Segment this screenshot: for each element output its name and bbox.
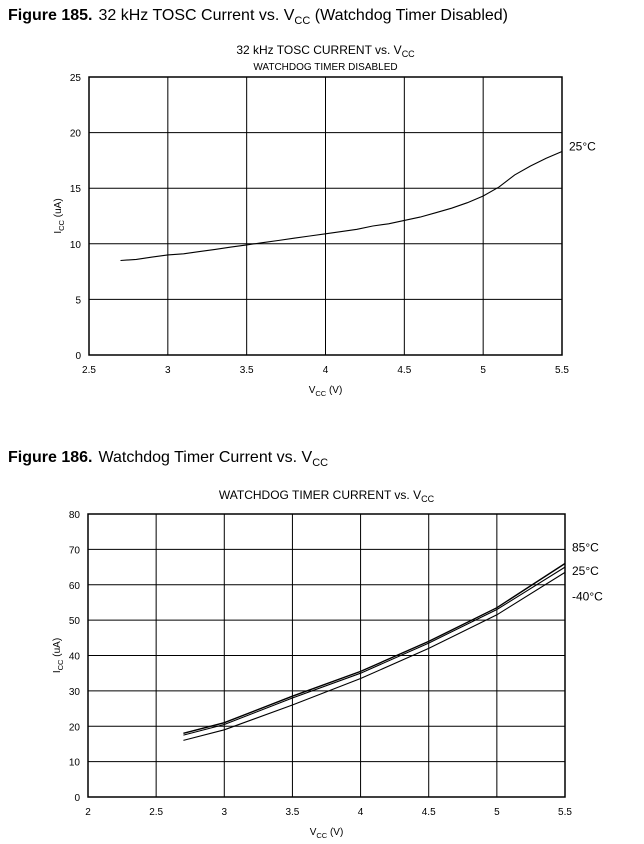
chart-2-xtick-label: 4.5 xyxy=(421,807,436,818)
chart-1-ytick-label: 10 xyxy=(69,239,81,251)
chart-2-xtick-label: 5 xyxy=(494,807,500,818)
chart-1-xtick-label: 3 xyxy=(165,365,171,376)
figure-186-caption-main: Watchdog Timer Current vs. V xyxy=(98,449,313,466)
chart-1-xtick-label: 4 xyxy=(322,365,329,376)
series-label--40C: -40°C xyxy=(572,589,603,604)
series-line-25C xyxy=(183,567,565,735)
chart-2-ytick-label: 0 xyxy=(74,793,80,804)
chart-1-xtick-label: 4.5 xyxy=(397,365,412,376)
series-label-85C: 85°C xyxy=(572,540,599,555)
figure-185-caption-main: 32 kHz TOSC Current vs. V xyxy=(98,7,295,24)
chart-2-ylabel: $I_{CC}$ (uA) xyxy=(52,637,65,674)
chart-1-ytick-label: 20 xyxy=(69,128,81,140)
figure-186-number: Figure 186. xyxy=(8,449,93,466)
figure-185-caption-tail: (Watchdog Timer Disabled) xyxy=(310,7,508,24)
figure-186-caption-sub: CC xyxy=(312,457,329,470)
chart-2-ytick-label: 80 xyxy=(68,510,80,521)
series-line--40C xyxy=(183,572,565,740)
series-label-25C: 25°C xyxy=(572,564,599,579)
chart-1-ytick-label: 5 xyxy=(75,295,81,307)
chart-1-subtitle: WATCHDOG TIMER DISABLED xyxy=(253,62,398,73)
chart-1-xtick-label: 2.5 xyxy=(82,365,96,376)
chart-1 xyxy=(53,43,596,398)
chart-2-xtick-label: 2.5 xyxy=(149,807,164,818)
chart-2-ytick-label: 20 xyxy=(68,722,80,734)
chart-2-ytick-label: 60 xyxy=(68,580,80,592)
chart-2-ytick-label: 70 xyxy=(68,545,80,557)
chart-2-title: WATCHDOG TIMER CURRENT vs. $V_{CC}$ xyxy=(218,488,435,504)
series-label-25C: 25°C xyxy=(569,139,596,154)
chart-1-xtick-label: 5 xyxy=(480,365,486,376)
chart-2-ytick-label: 50 xyxy=(68,616,80,628)
chart-2-xtick-label: 3 xyxy=(221,807,228,818)
chart-2-xtick-label: 2 xyxy=(85,807,91,818)
chart-2-xtick-label: 4 xyxy=(357,807,364,818)
chart-1-ytick-label: 25 xyxy=(69,73,81,84)
chart-1-xtick-label: 5.5 xyxy=(555,365,569,376)
series-line-85C xyxy=(183,564,565,734)
chart-1-title: 32 kHz TOSC CURRENT vs. $V_{CC}$ xyxy=(236,43,415,59)
chart-2-ytick-label: 30 xyxy=(68,686,80,698)
chart-2-ytick-label: 10 xyxy=(68,757,80,769)
chart-1-xlabel: $V_{CC}$ (V) xyxy=(308,385,343,398)
chart-2-xtick-label: 5.5 xyxy=(558,807,572,818)
chart-1-ytick-label: 15 xyxy=(69,184,81,196)
chart-1-xtick-label: 3.5 xyxy=(239,365,254,376)
chart-1-ytick-label: 0 xyxy=(75,351,81,362)
chart-2-xtick-label: 3.5 xyxy=(285,807,300,818)
figure-185-number: Figure 185. xyxy=(8,7,93,24)
figure-185-caption-sub: CC xyxy=(294,15,311,28)
chart-2-xlabel: $V_{CC}$ (V) xyxy=(309,827,344,840)
chart-2-ytick-label: 40 xyxy=(68,651,80,663)
chart-1-ylabel: $I_{CC}$ (uA) xyxy=(53,198,66,234)
chart-2 xyxy=(52,488,603,840)
